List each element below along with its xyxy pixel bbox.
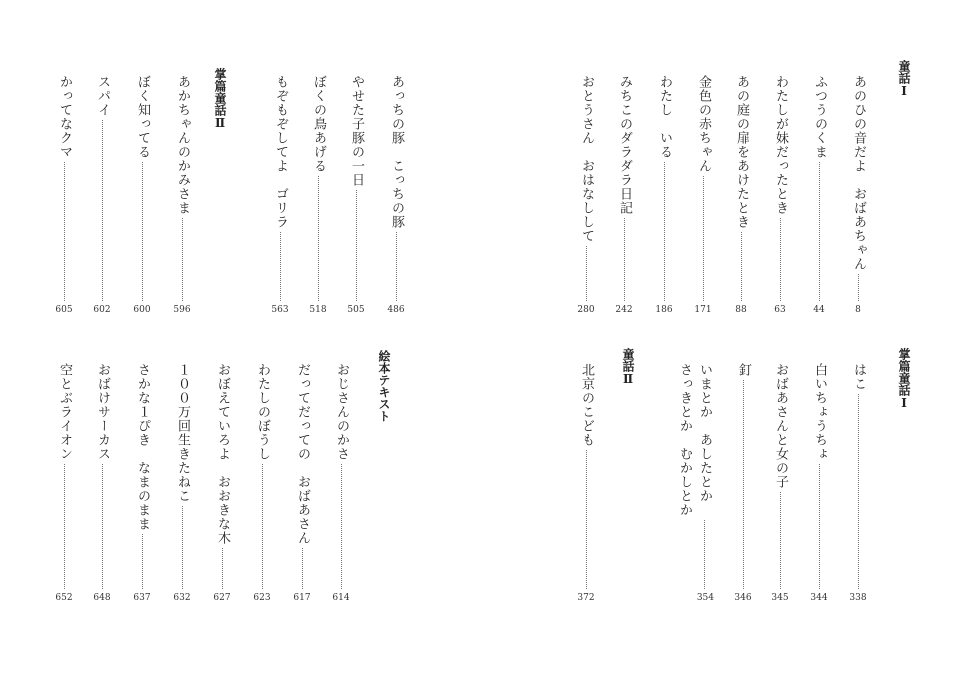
toc-entry[interactable] (346, 75, 366, 315)
toc-entry[interactable] (132, 363, 152, 603)
section-heading: 掌篇童話Ⅰ (897, 348, 911, 410)
toc-entry[interactable] (54, 363, 74, 603)
dot-leader (741, 232, 742, 301)
toc-entry-page: 505 (347, 305, 365, 315)
toc-entry-page: 518 (309, 305, 327, 315)
dot-leader (356, 190, 357, 301)
toc-entry-title: ふつうのくま (812, 75, 827, 159)
section-heading: 掌篇童話Ⅱ (213, 68, 227, 130)
toc-entry[interactable] (576, 75, 596, 315)
toc-entry[interactable] (252, 363, 272, 603)
dot-leader (102, 120, 103, 301)
toc-entry-page: 338 (849, 593, 867, 603)
toc-entry-title: みちこのダラダラ日記 (617, 75, 632, 215)
toc-entry-page: 614 (332, 593, 350, 603)
toc-entry[interactable] (172, 75, 192, 315)
toc-entry[interactable] (848, 363, 868, 603)
dot-leader (780, 218, 781, 301)
dot-leader (280, 232, 281, 301)
toc-entry[interactable] (733, 363, 753, 603)
toc-entry[interactable] (212, 363, 232, 603)
toc-entry-page: 596 (173, 305, 191, 315)
toc-entry[interactable] (331, 363, 351, 603)
dot-leader (302, 548, 303, 589)
toc-entry[interactable] (654, 75, 674, 315)
toc-entry-page: 171 (694, 305, 712, 315)
toc-entry-title: ぼくの鳥あげる (311, 75, 326, 173)
toc-entry[interactable] (693, 75, 713, 315)
toc-entry-page: 652 (55, 593, 73, 603)
toc-entry[interactable] (270, 75, 290, 315)
toc-entry-page: 648 (93, 593, 111, 603)
toc-entry-title: おじさんのかさ (334, 363, 349, 461)
dot-leader (586, 450, 587, 589)
toc-entry-title: おばあさんと女の子 (773, 363, 788, 489)
section-heading: 童話Ⅱ (621, 348, 635, 386)
dot-leader (142, 534, 143, 589)
toc-entry-page: 486 (387, 305, 405, 315)
section-heading: 絵本テキスト (377, 350, 391, 422)
toc-entry-title: 空とぶライオン (57, 363, 72, 461)
toc-entry-title: はこ (851, 363, 866, 391)
dot-leader (64, 162, 65, 301)
toc-entry-title: あっちの豚 こっちの豚 (389, 75, 404, 229)
toc-entry[interactable] (576, 363, 596, 603)
toc-entry-page: 637 (133, 593, 151, 603)
toc-entry-title: いまとか あしたとか さっきとか むかしとか (677, 363, 712, 517)
toc-entry-page: 346 (734, 593, 752, 603)
toc-entry-title: わたしが妹だったとき (773, 75, 788, 215)
right-page (476, 0, 953, 700)
toc-entry-page: 344 (810, 593, 828, 603)
toc-entry[interactable] (54, 75, 74, 315)
toc-entry-page: 280 (577, 305, 595, 315)
toc-entry-page: 8 (855, 305, 861, 315)
toc-entry-page: 354 (696, 593, 714, 603)
dot-leader (341, 464, 342, 589)
toc-entry-title: ぼく知ってる (135, 75, 150, 159)
toc-entry-page: 63 (774, 305, 786, 315)
toc-entry-page: 186 (655, 305, 673, 315)
toc-entry-title: もぞもぞしてよ ゴリラ (273, 75, 288, 229)
toc-entry-title: スパイ (95, 75, 110, 117)
toc-entry-page: 623 (253, 593, 271, 603)
toc-entry[interactable] (809, 75, 829, 315)
dot-leader (819, 464, 820, 589)
left-page (0, 0, 476, 700)
toc-entry[interactable] (731, 75, 751, 315)
toc-entry-title: おとうさん おはなしして (579, 75, 594, 243)
toc-entry[interactable] (308, 75, 328, 315)
dot-leader (102, 464, 103, 589)
dot-leader (396, 232, 397, 301)
toc-entry-title: さかな１ぴき なまのまま (135, 363, 150, 531)
toc-entry-title: おぼえていろよ おおきな木 (215, 363, 230, 545)
toc-entry-page: 605 (55, 305, 73, 315)
toc-entry[interactable] (92, 75, 112, 315)
dot-leader (858, 274, 859, 301)
dot-leader (703, 176, 704, 301)
dot-leader (64, 464, 65, 589)
toc-entry-page: 242 (615, 305, 633, 315)
toc-entry-title: あのひの音だよ おばあちゃん (851, 75, 866, 271)
dot-leader (318, 176, 319, 301)
dot-leader (182, 506, 183, 589)
dot-leader (704, 520, 705, 589)
toc-entry-page: 627 (213, 593, 231, 603)
toc-entry-title: 白いちょうちょ (812, 363, 827, 461)
toc-entry[interactable] (92, 363, 112, 603)
dot-leader (182, 218, 183, 301)
dot-leader (858, 394, 859, 589)
toc-entry[interactable] (172, 363, 192, 603)
toc-entry-page: 88 (735, 305, 747, 315)
toc-entry-page: 372 (577, 593, 595, 603)
toc-entry[interactable] (848, 75, 868, 315)
dot-leader (222, 548, 223, 589)
dot-leader (586, 246, 587, 301)
toc-entry-title: 北京のこども (579, 363, 594, 447)
toc-entry-title: おばけサーカス (95, 363, 110, 461)
toc-entry-title: わたしのぼうし (255, 363, 270, 461)
dot-leader (664, 162, 665, 301)
dot-leader (743, 380, 744, 589)
toc-entry[interactable] (770, 75, 790, 315)
toc-entry-title: だってだっての おばあさん (295, 363, 310, 545)
toc-entry-title: あかちゃんのかみさま (175, 75, 190, 215)
toc-entry-title: わたし いる (657, 75, 672, 159)
toc-entry-page: 563 (271, 305, 289, 315)
dot-leader (624, 218, 625, 301)
toc-entry-title: あの庭の扉をあけたとき (734, 75, 749, 229)
toc-entry-two-line[interactable] (674, 363, 714, 603)
toc-entry-page: 345 (771, 593, 789, 603)
section-heading: 童話Ⅰ (897, 60, 911, 98)
toc-entry[interactable] (809, 363, 829, 603)
toc-entry-page: 602 (93, 305, 111, 315)
toc-entry-page: 600 (133, 305, 151, 315)
toc-entry-title: やせた子豚の一日 (349, 75, 364, 187)
toc-entry-page: 632 (173, 593, 191, 603)
toc-entry-page: 617 (293, 593, 311, 603)
toc-entry[interactable] (386, 75, 406, 315)
toc-entry[interactable] (132, 75, 152, 315)
toc-entry[interactable] (292, 363, 312, 603)
dot-leader (142, 162, 143, 301)
toc-entry-title: 金色の赤ちゃん (696, 75, 711, 173)
toc-entry-title: 釘 (736, 363, 751, 377)
dot-leader (262, 464, 263, 589)
toc-entry-page: 44 (813, 305, 825, 315)
toc-entry[interactable] (614, 75, 634, 315)
toc-entry-title: １００万回生きたねこ (175, 363, 190, 503)
toc-entry[interactable] (770, 363, 790, 603)
dot-leader (780, 492, 781, 589)
toc-entry-title: かってなクマ (57, 75, 72, 159)
dot-leader (819, 162, 820, 301)
